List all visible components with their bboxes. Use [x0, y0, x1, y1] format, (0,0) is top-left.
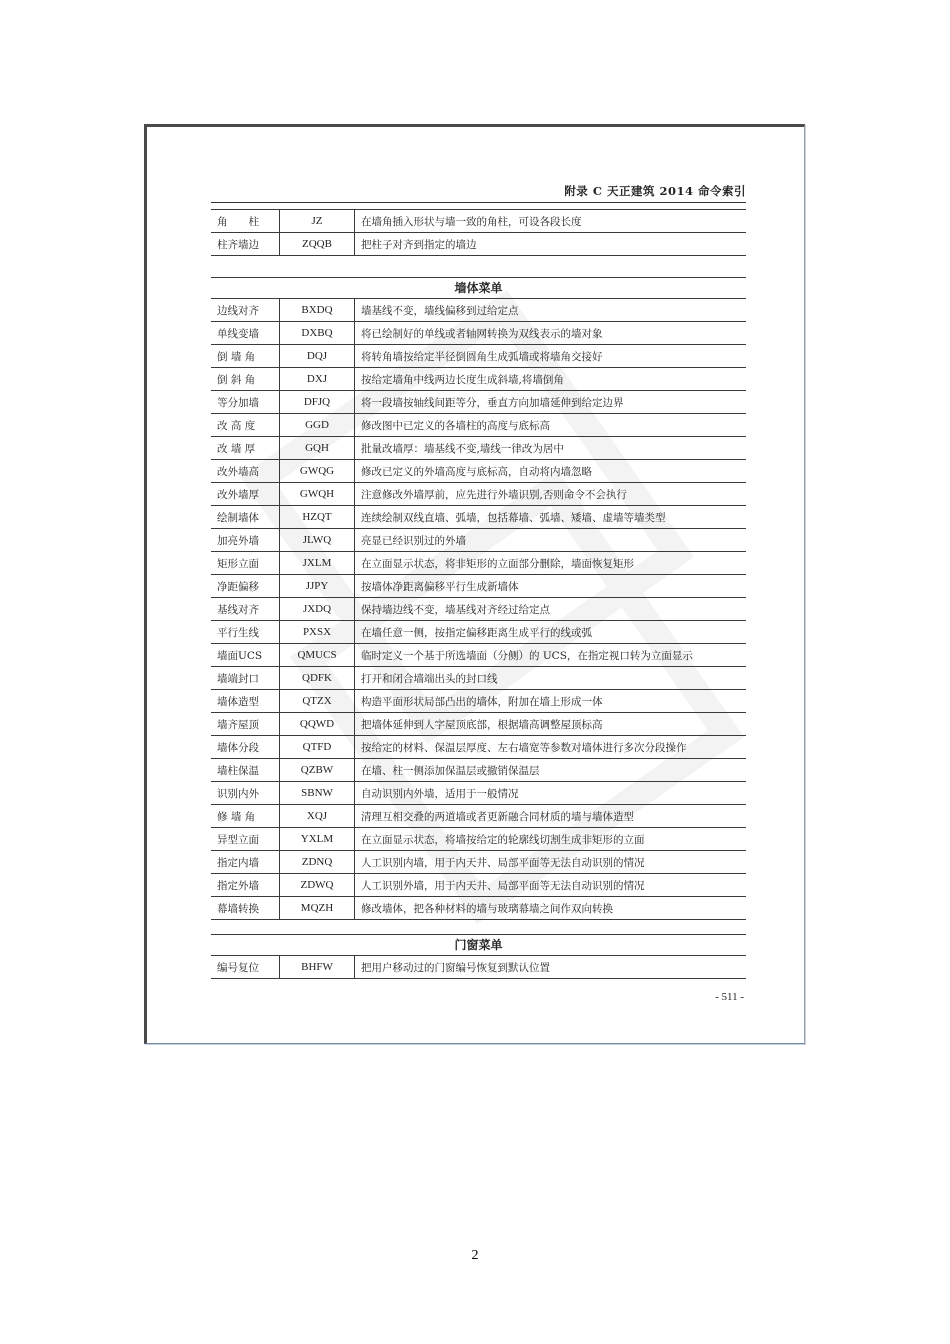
- command-description: 将转角墙按给定半径倒圆角生成弧墙或将墙角交接好: [355, 345, 747, 368]
- command-description: 在墙任意一侧，按指定偏移距离生成平行的线或弧: [355, 621, 747, 644]
- command-row: [211, 736, 746, 759]
- command-name: 边线对齐: [211, 299, 280, 322]
- command-description: 人工识别内墙，用于内天井、局部平面等无法自动识别的情况: [355, 851, 747, 874]
- command-code: QQWD: [280, 713, 355, 736]
- command-code: JXLM: [280, 552, 355, 575]
- page-number: - 511 -: [715, 991, 744, 1003]
- running-header: 附录 C 天正建筑 2014 命令索引: [211, 182, 746, 203]
- command-code: JZ: [280, 210, 355, 233]
- command-description: 把墙体延伸到人字屋顶底部，根据墙高调整屋顶标高: [355, 713, 747, 736]
- command-row: [211, 805, 746, 828]
- command-description: 按墙体净距离偏移平行生成新墙体: [355, 575, 747, 598]
- command-row: [211, 506, 746, 529]
- command-row: [211, 368, 746, 391]
- command-description: 自动识别内外墙，适用于一般情况: [355, 782, 747, 805]
- command-code: MQZH: [280, 897, 355, 920]
- command-description: 修改图中已定义的各墙柱的高度与底标高: [355, 414, 747, 437]
- command-description: 在墙、柱一侧添加保温层或撤销保温层: [355, 759, 747, 782]
- command-name: 加亮外墙: [211, 529, 280, 552]
- command-description: 批量改墙厚：墙基线不变,墙线一律改为居中: [355, 437, 747, 460]
- command-description: 亮显已经识别过的外墙: [355, 529, 747, 552]
- command-code: DXJ: [280, 368, 355, 391]
- command-row: [211, 851, 746, 874]
- command-code: DQJ: [280, 345, 355, 368]
- command-row: [211, 460, 746, 483]
- command-name: 净距偏移: [211, 575, 280, 598]
- command-row: [211, 828, 746, 851]
- command-code: PXSX: [280, 621, 355, 644]
- command-description: 把用户移动过的门窗编号恢复到默认位置: [355, 956, 747, 979]
- command-code: JLWQ: [280, 529, 355, 552]
- document-page-label: 2: [471, 1248, 479, 1263]
- command-row: [211, 322, 746, 345]
- command-description: 打开和闭合墙端出头的封口线: [355, 667, 747, 690]
- command-code: YXLM: [280, 828, 355, 851]
- command-description: 保持墙边线不变，墙基线对齐经过给定点: [355, 598, 747, 621]
- command-description: 按给定的材料、保温层厚度、左右墙宽等参数对墙体进行多次分段操作: [355, 736, 747, 759]
- command-name: 修 墙 角: [211, 805, 280, 828]
- command-code: ZDNQ: [280, 851, 355, 874]
- command-name: 墙柱保温: [211, 759, 280, 782]
- command-name: 基线对齐: [211, 598, 280, 621]
- command-description: 修改墙体，把各种材料的墙与玻璃幕墙之间作双向转换: [355, 897, 747, 920]
- command-description: 把柱子对齐到指定的墙边: [355, 233, 747, 256]
- command-description: 临时定义一个基于所选墙面（分侧）的 UCS，在指定视口转为立面显示: [355, 644, 747, 667]
- command-description: 将一段墙按轴线间距等分，垂直方向加墙延伸到给定边界: [355, 391, 747, 414]
- command-name: 识别内外: [211, 782, 280, 805]
- command-name: 倒 斜 角: [211, 368, 280, 391]
- command-row: [211, 956, 746, 979]
- command-code: BXDQ: [280, 299, 355, 322]
- command-name: 墙齐屋顶: [211, 713, 280, 736]
- command-row: [211, 233, 746, 256]
- command-code: JXDQ: [280, 598, 355, 621]
- command-description: 注意修改外墙厚前，应先进行外墙识别,否则命令不会执行: [355, 483, 747, 506]
- command-code: QMUCS: [280, 644, 355, 667]
- command-row: [211, 345, 746, 368]
- command-row: [211, 437, 746, 460]
- command-name: 墙端封口: [211, 667, 280, 690]
- command-code: GWQG: [280, 460, 355, 483]
- command-row: [211, 414, 746, 437]
- command-code: ZQQB: [280, 233, 355, 256]
- command-row: [211, 299, 746, 322]
- command-name: 墙体造型: [211, 690, 280, 713]
- command-code: ZDWQ: [280, 874, 355, 897]
- command-code: XQJ: [280, 805, 355, 828]
- command-name: 墙体分段: [211, 736, 280, 759]
- command-name: 单线变墙: [211, 322, 280, 345]
- command-row: [211, 690, 746, 713]
- command-code: GWQH: [280, 483, 355, 506]
- command-row: [211, 552, 746, 575]
- command-row: [211, 782, 746, 805]
- command-name: 柱齐墙边: [211, 233, 280, 256]
- command-name: 改 高 度: [211, 414, 280, 437]
- command-name: 墙面UCS: [211, 644, 280, 667]
- command-row: [211, 391, 746, 414]
- command-name: 异型立面: [211, 828, 280, 851]
- command-name: 倒 墙 角: [211, 345, 280, 368]
- command-code: DFJQ: [280, 391, 355, 414]
- command-code: DXBQ: [280, 322, 355, 345]
- command-name: 指定外墙: [211, 874, 280, 897]
- command-description: 修改已定义的外墙高度与底标高，自动将内墙忽略: [355, 460, 747, 483]
- command-description: 按给定墙角中线两边长度生成斜墙,将墙倒角: [355, 368, 747, 391]
- command-name: 改外墙厚: [211, 483, 280, 506]
- command-description: 人工识别外墙，用于内天井、局部平面等无法自动识别的情况: [355, 874, 747, 897]
- command-code: SBNW: [280, 782, 355, 805]
- command-row: [211, 713, 746, 736]
- command-row: [211, 575, 746, 598]
- section-title-wall-menu: 墙体菜单: [211, 277, 746, 299]
- command-row: [211, 529, 746, 552]
- command-description: 墙基线不变，墙线偏移到过给定点: [355, 299, 747, 322]
- command-code: JJPY: [280, 575, 355, 598]
- command-name: 矩形立面: [211, 552, 280, 575]
- command-row: [211, 874, 746, 897]
- command-code: QTZX: [280, 690, 355, 713]
- scanned-page: [144, 124, 805, 1044]
- command-table-door-menu: [211, 955, 746, 979]
- command-description: 构造平面形状局部凸出的墙体，附加在墙上形成一体: [355, 690, 747, 713]
- command-row: [211, 897, 746, 920]
- command-code: HZQT: [280, 506, 355, 529]
- command-name: 编号复位: [211, 956, 280, 979]
- command-name: 平行生线: [211, 621, 280, 644]
- command-description: 清理互相交叠的两道墙或者更新融合同材质的墙与墙体造型: [355, 805, 747, 828]
- command-name: 幕墙转换: [211, 897, 280, 920]
- command-description: 连续绘制双线直墙、弧墙，包括幕墙、弧墙、矮墙、虚墙等墙类型: [355, 506, 747, 529]
- command-code: GGD: [280, 414, 355, 437]
- command-name: 改 墙 厚: [211, 437, 280, 460]
- command-name: 角 柱: [211, 210, 280, 233]
- command-row: [211, 644, 746, 667]
- command-table-wall-menu: [211, 298, 746, 920]
- command-code: BHFW: [280, 956, 355, 979]
- command-row: [211, 483, 746, 506]
- command-row: [211, 210, 746, 233]
- command-name: 指定内墙: [211, 851, 280, 874]
- command-row: [211, 598, 746, 621]
- command-code: GQH: [280, 437, 355, 460]
- command-description: 在墙角插入形状与墙一致的角柱，可设各段长度: [355, 210, 747, 233]
- command-table-top: [211, 209, 746, 256]
- command-code: QZBW: [280, 759, 355, 782]
- command-name: 绘制墙体: [211, 506, 280, 529]
- command-description: 在立面显示状态，将墙按给定的轮廓线切割生成非矩形的立面: [355, 828, 747, 851]
- command-row: [211, 759, 746, 782]
- command-code: QDFK: [280, 667, 355, 690]
- command-name: 等分加墙: [211, 391, 280, 414]
- section-title-door-menu: 门窗菜单: [211, 934, 746, 956]
- command-name: 改外墙高: [211, 460, 280, 483]
- command-description: 在立面显示状态，将非矩形的立面部分删除，墙面恢复矩形: [355, 552, 747, 575]
- command-code: QTFD: [280, 736, 355, 759]
- command-row: [211, 621, 746, 644]
- command-description: 将已绘制好的单线或者轴网转换为双线表示的墙对象: [355, 322, 747, 345]
- command-row: [211, 667, 746, 690]
